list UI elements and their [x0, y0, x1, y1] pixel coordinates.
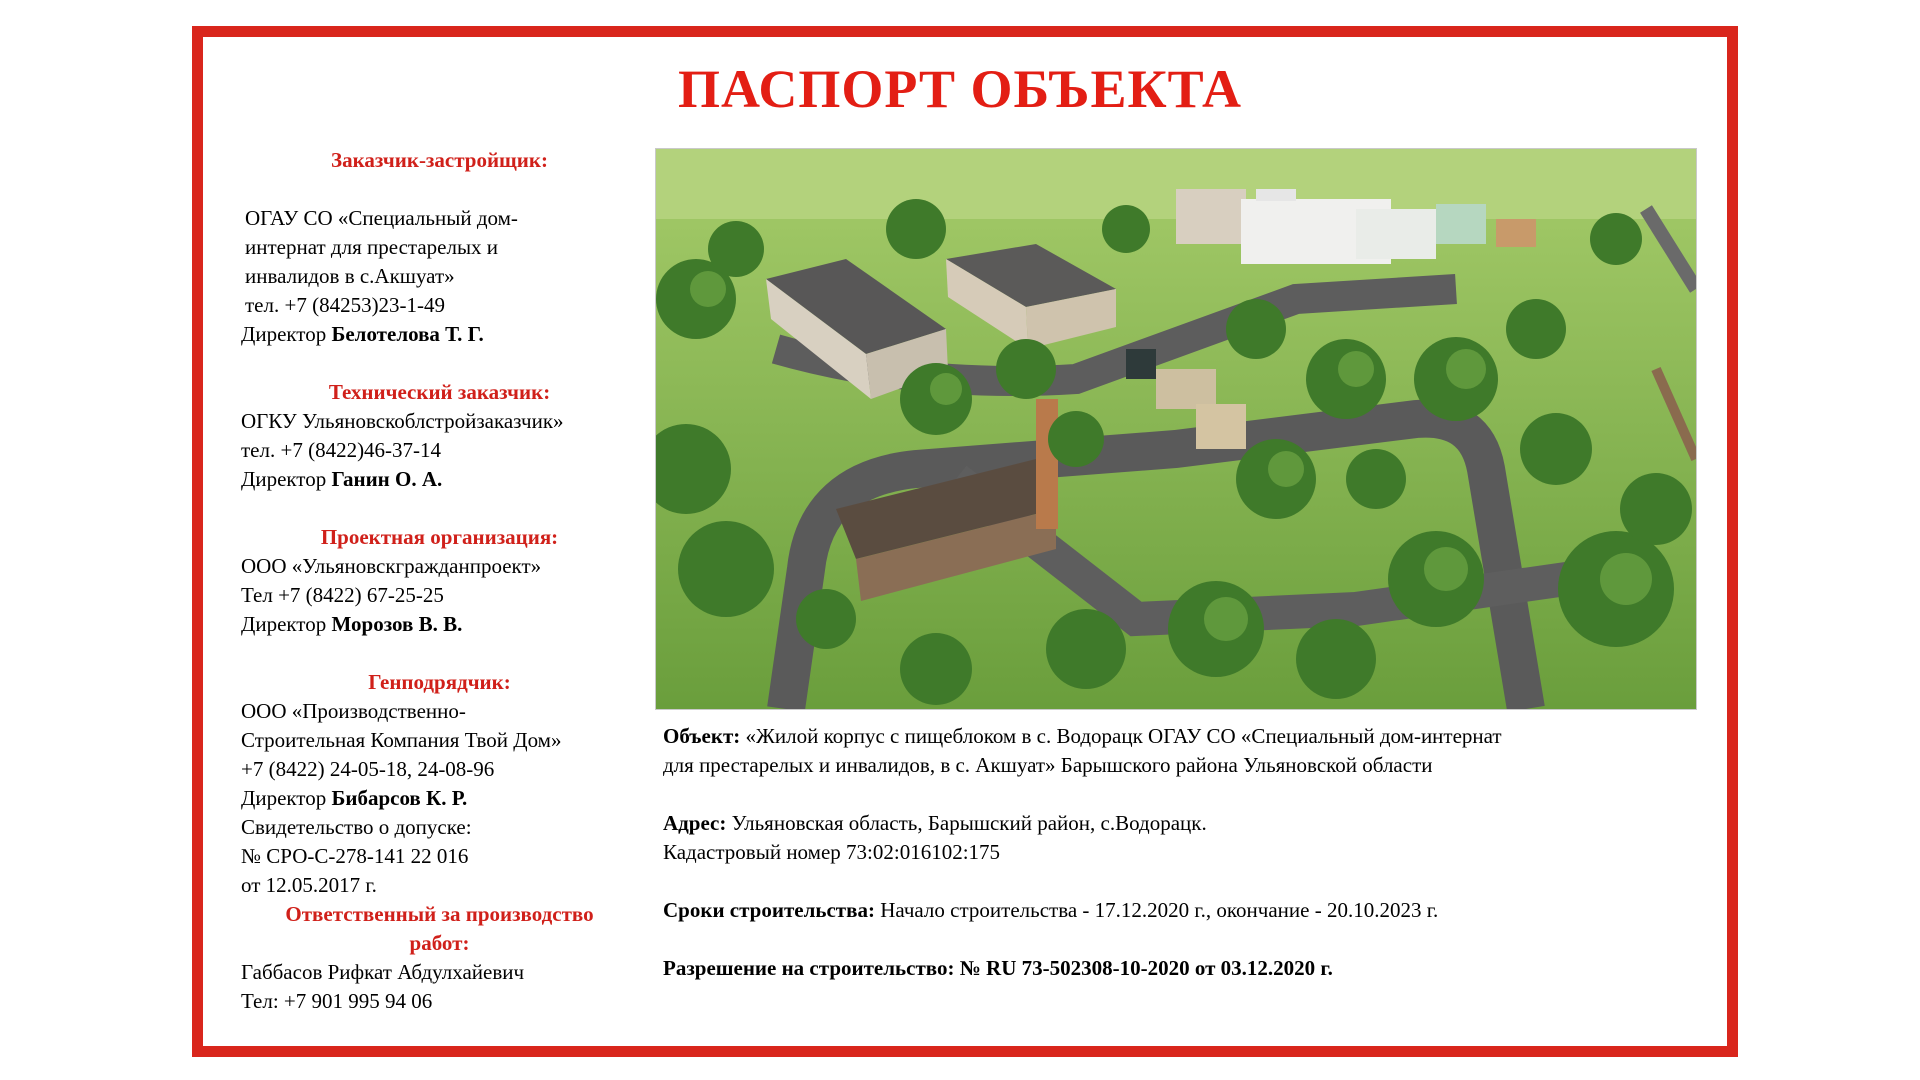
customer-director	[241, 320, 641, 349]
director-name: Морозов В. В.	[331, 612, 463, 636]
director-prefix: Директор	[241, 322, 332, 346]
tech-customer-line: ОГКУ Ульяновскоблстройзаказчик»	[241, 409, 564, 433]
contractor-cert: Свидетельство о допуске:	[241, 815, 472, 839]
director-name: Ганин О. А.	[331, 467, 443, 491]
page-title: ПАСПОРТ ОБЪЕКТА	[678, 59, 1242, 119]
permit-text: Разрешение на строительство: № RU 73-502308-10-2020 от 03.12.2020 г.	[663, 956, 1333, 980]
project-rendering	[655, 148, 1697, 710]
customer-line: интернат для престарелых и	[245, 235, 499, 259]
contractor-line: Строительная Компания Твой Дом»	[241, 728, 562, 752]
contractor-line: ООО «Производственно-	[241, 699, 466, 723]
contractor-director	[241, 784, 641, 813]
address-label: Адрес:	[663, 811, 727, 835]
terms-text: Начало строительства - 17.12.2020 г., окончание - 20.10.2023 г.	[874, 898, 1439, 922]
object-text: «Жилой корпус с пищеблоком в с. Водорацк ОГАУ СО «Специальный дом-интернат	[740, 724, 1502, 748]
responsible-heading: Ответственный за производство	[285, 902, 594, 926]
contractor-line: +7 (8422) 24-05-18, 24-08-96	[241, 757, 495, 781]
contractor-heading: Генподрядчик:	[368, 670, 511, 694]
object-details	[663, 722, 1703, 1012]
terms-paragraph	[663, 896, 1703, 925]
director-prefix: Директор	[241, 467, 332, 491]
object-text-cont: для престарелых и инвалидов, в с. Акшуат» Барышского района Ульяновской области	[663, 753, 1433, 777]
design-org-line: ООО «Ульяновскгражданпроект»	[241, 554, 542, 578]
participants-column	[241, 146, 641, 1016]
responsible-line: Тел: +7 901 995 94 06	[241, 989, 433, 1013]
customer-info	[241, 204, 641, 349]
responsible-heading: работ:	[409, 931, 470, 955]
customer-line: ОГАУ СО «Специальный дом-	[245, 206, 518, 230]
tech-customer-heading: Технический заказчик:	[328, 380, 551, 404]
design-org-line: Тел +7 (8422) 67-25-25	[241, 583, 444, 607]
customer-heading: Заказчик-застройщик:	[331, 148, 548, 172]
director-name: Белотелова Т. Г.	[331, 322, 484, 346]
object-paragraph	[663, 722, 1703, 780]
director-prefix: Директор	[241, 786, 332, 810]
address-text: Ульяновская область, Барышский район, с.Водорацк.	[726, 811, 1207, 835]
customer-line: инвалидов в с.Акшуат»	[245, 264, 455, 288]
customer-line: тел. +7 (84253)23-1-49	[245, 293, 446, 317]
shed	[1156, 369, 1216, 409]
design-org-director	[241, 610, 641, 639]
director-prefix: Директор	[241, 612, 332, 636]
shed	[1196, 404, 1246, 449]
design-org-heading: Проектная организация:	[320, 525, 559, 549]
cadastral-number: Кадастровый номер 73:02:016102:175	[663, 840, 1001, 864]
director-name: Бибарсов К. Р.	[331, 786, 468, 810]
shed	[1126, 349, 1156, 379]
tech-customer-director	[241, 465, 641, 494]
contractor-cert: № СРО-С-278-141 22 016	[241, 844, 469, 868]
object-label: Объект:	[663, 724, 741, 748]
permit-paragraph	[663, 954, 1703, 983]
address-paragraph	[663, 809, 1703, 867]
contractor-cert: от 12.05.2017 г.	[241, 873, 377, 897]
tech-customer-line: тел. +7 (8422)46-37-14	[241, 438, 442, 462]
responsible-line: Габбасов Рифкат Абдулхайевич	[241, 960, 525, 984]
rendering-svg	[656, 149, 1696, 709]
terms-label: Сроки строительства:	[663, 898, 875, 922]
